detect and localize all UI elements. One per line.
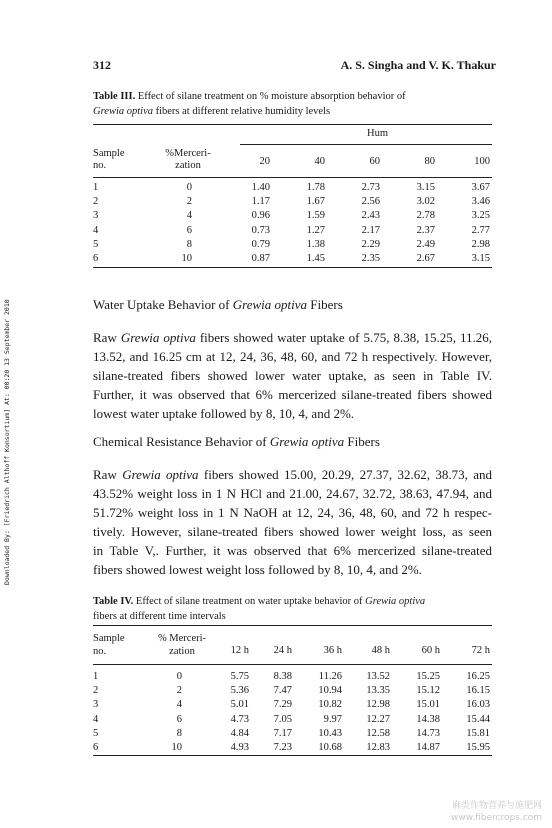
paragraph-line xyxy=(93,347,492,366)
table3-cell-value: 1.78 xyxy=(306,182,325,193)
table3-cell-value: 1.59 xyxy=(306,210,325,222)
section1-title-prefix: Water Uptake Behavior of xyxy=(93,297,230,312)
table4-top-rule xyxy=(93,625,492,626)
section2-title-suffix: Fibers xyxy=(347,434,380,449)
table3-cell-value: 2.67 xyxy=(416,253,435,264)
table3-cell-value: 0.87 xyxy=(251,253,270,264)
table4-cell-value: 16.15 xyxy=(466,685,490,697)
table4-col-header: 24 h xyxy=(273,645,292,656)
table4-caption-line2: fibers at different time intervals xyxy=(93,611,226,622)
paragraph-line xyxy=(93,366,492,385)
species-name: Grewia optiva xyxy=(122,467,199,482)
paragraph-text: silane-treated fibers showed lower water uptake, as seen in Table IV. xyxy=(93,368,492,383)
paragraph-line xyxy=(93,522,492,541)
table4-cell-value: 4.73 xyxy=(230,713,249,725)
paragraph-text: 13.52, and 16.25 cm at 12, 24, 36, 48, 60, and 72 h respectively. However, xyxy=(93,349,492,364)
table4-cell-value: 7.29 xyxy=(273,699,292,711)
table4-col-sample-line2: no. xyxy=(93,646,107,657)
table3-cell-value: 0.73 xyxy=(251,224,270,236)
table3-cell-value: 1.27 xyxy=(306,224,325,236)
table4-cell-value: 15.01 xyxy=(416,699,440,711)
table3-cell-value: 2.56 xyxy=(361,196,380,208)
table4-cell-value: 5.75 xyxy=(230,671,249,682)
table3-cell-mercerization: 10 xyxy=(181,253,192,264)
table4-cell-sample: 5 xyxy=(93,727,99,739)
table3-cell-value: 2.98 xyxy=(471,238,490,250)
table4-cell-value: 14.38 xyxy=(416,713,440,725)
paragraph-text: fibers showed lowest weight loss followed by 8, 10, 4, and 2%. xyxy=(93,562,422,577)
table4-cell-value: 10.82 xyxy=(318,699,342,711)
table4-cell-value: 14.73 xyxy=(416,727,440,739)
table3-cell-value: 2.49 xyxy=(416,238,435,250)
table3-cell-value: 2.77 xyxy=(471,224,490,236)
table4-col-merc-line2: zation xyxy=(169,646,195,657)
table3-label: Table III. xyxy=(93,91,136,102)
table4-cell-mercerization: 2 xyxy=(176,685,182,697)
table3-col-header: 60 xyxy=(369,156,380,167)
table3-cell-sample: 4 xyxy=(93,224,99,236)
table3-cell-value: 2.37 xyxy=(416,224,435,236)
table3-top-rule xyxy=(93,124,492,125)
table3-col-merc-line1: %Merceri- xyxy=(165,148,211,159)
download-stamp: Downloaded By: [Friedrich Althoff Konsortium] At: 00:20 13 September 2010 xyxy=(3,299,11,585)
table4-col-header: 36 h xyxy=(323,645,342,656)
section1-paragraph xyxy=(93,328,492,423)
table4-col-header: 60 h xyxy=(421,645,440,656)
paragraph-line xyxy=(93,328,492,347)
species-name: Grewia optiva xyxy=(120,330,196,345)
table4-header-rule xyxy=(93,664,492,665)
table3-cell-value: 3.46 xyxy=(471,196,490,208)
table3-col-header: 20 xyxy=(259,156,270,167)
table4-cell-value: 15.81 xyxy=(466,727,490,739)
table4-cell-value: 5.01 xyxy=(230,699,249,711)
table4-cell-value: 5.36 xyxy=(230,685,249,697)
paragraph-text: Raw xyxy=(93,330,121,345)
table3-cell-mercerization: 2 xyxy=(186,196,192,208)
table4-cell-value: 7.23 xyxy=(273,742,292,753)
table3-cell-mercerization: 8 xyxy=(186,238,192,250)
table4-col-header: 48 h xyxy=(371,645,390,656)
table4-cell-value: 7.17 xyxy=(273,727,292,739)
section-chemical-resistance-title xyxy=(93,434,380,450)
paragraph-line xyxy=(93,560,492,579)
table3-col-merc xyxy=(158,148,218,172)
table3-bottom-rule xyxy=(93,267,492,268)
table4-cell-sample: 4 xyxy=(93,713,99,725)
paragraph-text: 51.72% weight loss in 1 N NaOH at 12, 24, 36, 48, 60, and 72 h respec- xyxy=(93,505,492,520)
table4-cell-value: 10.68 xyxy=(318,742,342,753)
section1-title-italic: Grewia optiva xyxy=(232,297,307,312)
table3-cell-value: 2.73 xyxy=(361,182,380,193)
table4-cell-value: 13.35 xyxy=(366,685,390,697)
table4-cell-value: 15.25 xyxy=(416,671,440,682)
table3-cell-mercerization: 6 xyxy=(186,224,192,236)
paragraph-text: fibers showed 15.00, 20.29, 27.37, 32.62, 38.73, and xyxy=(198,467,492,482)
table3-cell-sample: 5 xyxy=(93,238,99,250)
table4-cell-value: 12.58 xyxy=(366,727,390,739)
table4-cell-mercerization: 10 xyxy=(171,742,182,753)
table4-cell-value: 15.44 xyxy=(466,713,490,725)
paragraph-line xyxy=(93,484,492,503)
table4-cell-mercerization: 0 xyxy=(176,671,182,682)
paragraph-line xyxy=(93,465,492,484)
table3-cell-mercerization: 4 xyxy=(186,210,192,222)
table4-cell-value: 12.27 xyxy=(366,713,390,725)
table4-cell-value: 16.03 xyxy=(466,699,490,711)
table4-cell-sample: 6 xyxy=(93,742,99,753)
table3-col-sample xyxy=(93,148,125,172)
table3-col-merc-line2: zation xyxy=(175,160,201,171)
table3-cell-sample: 3 xyxy=(93,210,99,222)
table3-cell-value: 2.29 xyxy=(361,238,380,250)
table3-cell-value: 2.35 xyxy=(361,253,380,264)
table3-cell-value: 1.38 xyxy=(306,238,325,250)
table4-col-header: 12 h xyxy=(230,645,249,656)
table4-cell-value: 12.98 xyxy=(366,699,390,711)
table3-cell-sample: 6 xyxy=(93,253,99,264)
table4-cell-value: 14.87 xyxy=(416,742,440,753)
table3-cell-value: 1.40 xyxy=(251,182,270,193)
table3-caption-line2: fibers at different relative humidity levels xyxy=(155,106,331,117)
site-watermark xyxy=(451,800,542,824)
watermark-line2: www.fibercrops.com xyxy=(451,813,542,823)
table3-cell-mercerization: 0 xyxy=(186,182,192,193)
table3-caption xyxy=(93,89,493,119)
table3-cell-value: 3.02 xyxy=(416,196,435,208)
table4-caption xyxy=(93,594,493,624)
table3-col-header: 40 xyxy=(314,156,325,167)
paragraph-text: Raw xyxy=(93,467,123,482)
table3-col-header: 100 xyxy=(474,156,490,167)
table3-cell-sample: 1 xyxy=(93,182,99,193)
table3-cell-sample: 2 xyxy=(93,196,99,208)
table4-cell-value: 7.47 xyxy=(273,685,292,697)
paragraph-text: lowest water uptake followed by 8, 10, 4, and 2%. xyxy=(93,406,355,421)
table3-cell-value: 0.79 xyxy=(251,238,270,250)
table3-cell-value: 2.43 xyxy=(361,210,380,222)
table4-col-sample-line1: Sample xyxy=(93,633,125,644)
table3-cell-value: 1.17 xyxy=(251,196,270,208)
table4-cell-mercerization: 6 xyxy=(176,713,182,725)
section2-paragraph xyxy=(93,465,492,579)
paragraph-line xyxy=(93,541,492,560)
table3-cell-value: 1.45 xyxy=(306,253,325,264)
table4-caption-line1: Effect of silane treatment on water uptake behavior of xyxy=(135,596,363,607)
table4-cell-value: 15.95 xyxy=(466,742,490,753)
table3-cell-value: 3.15 xyxy=(416,182,435,193)
table3-cell-value: 3.15 xyxy=(471,253,490,264)
table3-group-rule xyxy=(240,144,492,145)
section1-title-suffix: Fibers xyxy=(310,297,343,312)
paragraph-line xyxy=(93,385,492,404)
table4-label: Table IV. xyxy=(93,596,134,607)
table4-cell-mercerization: 8 xyxy=(176,727,182,739)
table3-group-header: Hum xyxy=(367,128,388,139)
table4-cell-sample: 2 xyxy=(93,685,99,697)
section2-title-prefix: Chemical Resistance Behavior of xyxy=(93,434,267,449)
paragraph-text: in Table V,. Further, it was observed that 6% mercerized silane-treated xyxy=(93,543,492,558)
paragraph-line xyxy=(93,404,492,423)
table3-cell-value: 3.67 xyxy=(471,182,490,193)
table4-cell-value: 4.84 xyxy=(230,727,249,739)
paragraph-text: 43.52% weight loss in 1 N HCl and 21.00, 24.67, 32.72, 38.63, 47.94, and xyxy=(93,486,492,501)
section-water-uptake-title xyxy=(93,297,343,313)
table4-cell-sample: 3 xyxy=(93,699,99,711)
table4-cell-value: 15.12 xyxy=(416,685,440,697)
table3-col-sample-line1: Sample xyxy=(93,148,125,159)
table4-col-merc xyxy=(150,632,214,658)
running-header-authors: A. S. Singha and V. K. Thakur xyxy=(340,58,496,72)
table4-col-merc-line1: % Merceri- xyxy=(157,633,207,644)
table3-cell-value: 1.67 xyxy=(306,196,325,208)
paragraph-text: Further, it was observed that 6% mercerized silane-treated fibers showed xyxy=(93,387,492,402)
table4-cell-value: 9.97 xyxy=(323,713,342,725)
paragraph-text: tively. However, silane-treated fibers showed lower weight loss, as seen xyxy=(93,524,492,539)
table4-cell-value: 10.43 xyxy=(318,727,342,739)
table3-cell-value: 0.96 xyxy=(251,210,270,222)
table4-cell-value: 7.05 xyxy=(273,713,292,725)
table3-caption-line1: Effect of silane treatment on % moisture absorption behavior of xyxy=(137,91,406,102)
paragraph-text: fibers showed water uptake of 5.75, 8.38, 15.25, 11.26, xyxy=(195,330,492,345)
table4-cell-sample: 1 xyxy=(93,671,99,682)
table4-col-header: 72 h xyxy=(471,645,490,656)
table3-cell-value: 3.25 xyxy=(471,210,490,222)
paragraph-line xyxy=(93,503,492,522)
table4-cell-mercerization: 4 xyxy=(176,699,182,711)
table4-cell-value: 11.26 xyxy=(318,671,342,682)
section2-title-italic: Grewia optiva xyxy=(269,434,345,449)
table4-cell-value: 13.52 xyxy=(366,671,390,682)
table4-cell-value: 16.25 xyxy=(466,671,490,682)
table3-cell-value: 2.17 xyxy=(361,224,380,236)
table4-cell-value: 10.94 xyxy=(318,685,342,697)
table4-cell-value: 12.83 xyxy=(366,742,390,753)
table3-col-sample-line2: no. xyxy=(93,160,107,171)
table4-bottom-rule xyxy=(93,755,492,756)
table3-cell-value: 2.78 xyxy=(416,210,435,222)
table4-caption-italic: Grewia optiva xyxy=(365,596,426,607)
table4-col-sample xyxy=(93,632,125,658)
table3-header-rule xyxy=(93,177,492,178)
table4-cell-value: 4.93 xyxy=(230,742,249,753)
page-number: 312 xyxy=(93,58,111,72)
table3-col-header: 80 xyxy=(424,156,435,167)
table3-caption-italic: Grewia optiva xyxy=(93,106,153,117)
table4-cell-value: 8.38 xyxy=(273,671,292,682)
watermark-line1: 麻类作物营养与施肥网 xyxy=(451,801,542,811)
